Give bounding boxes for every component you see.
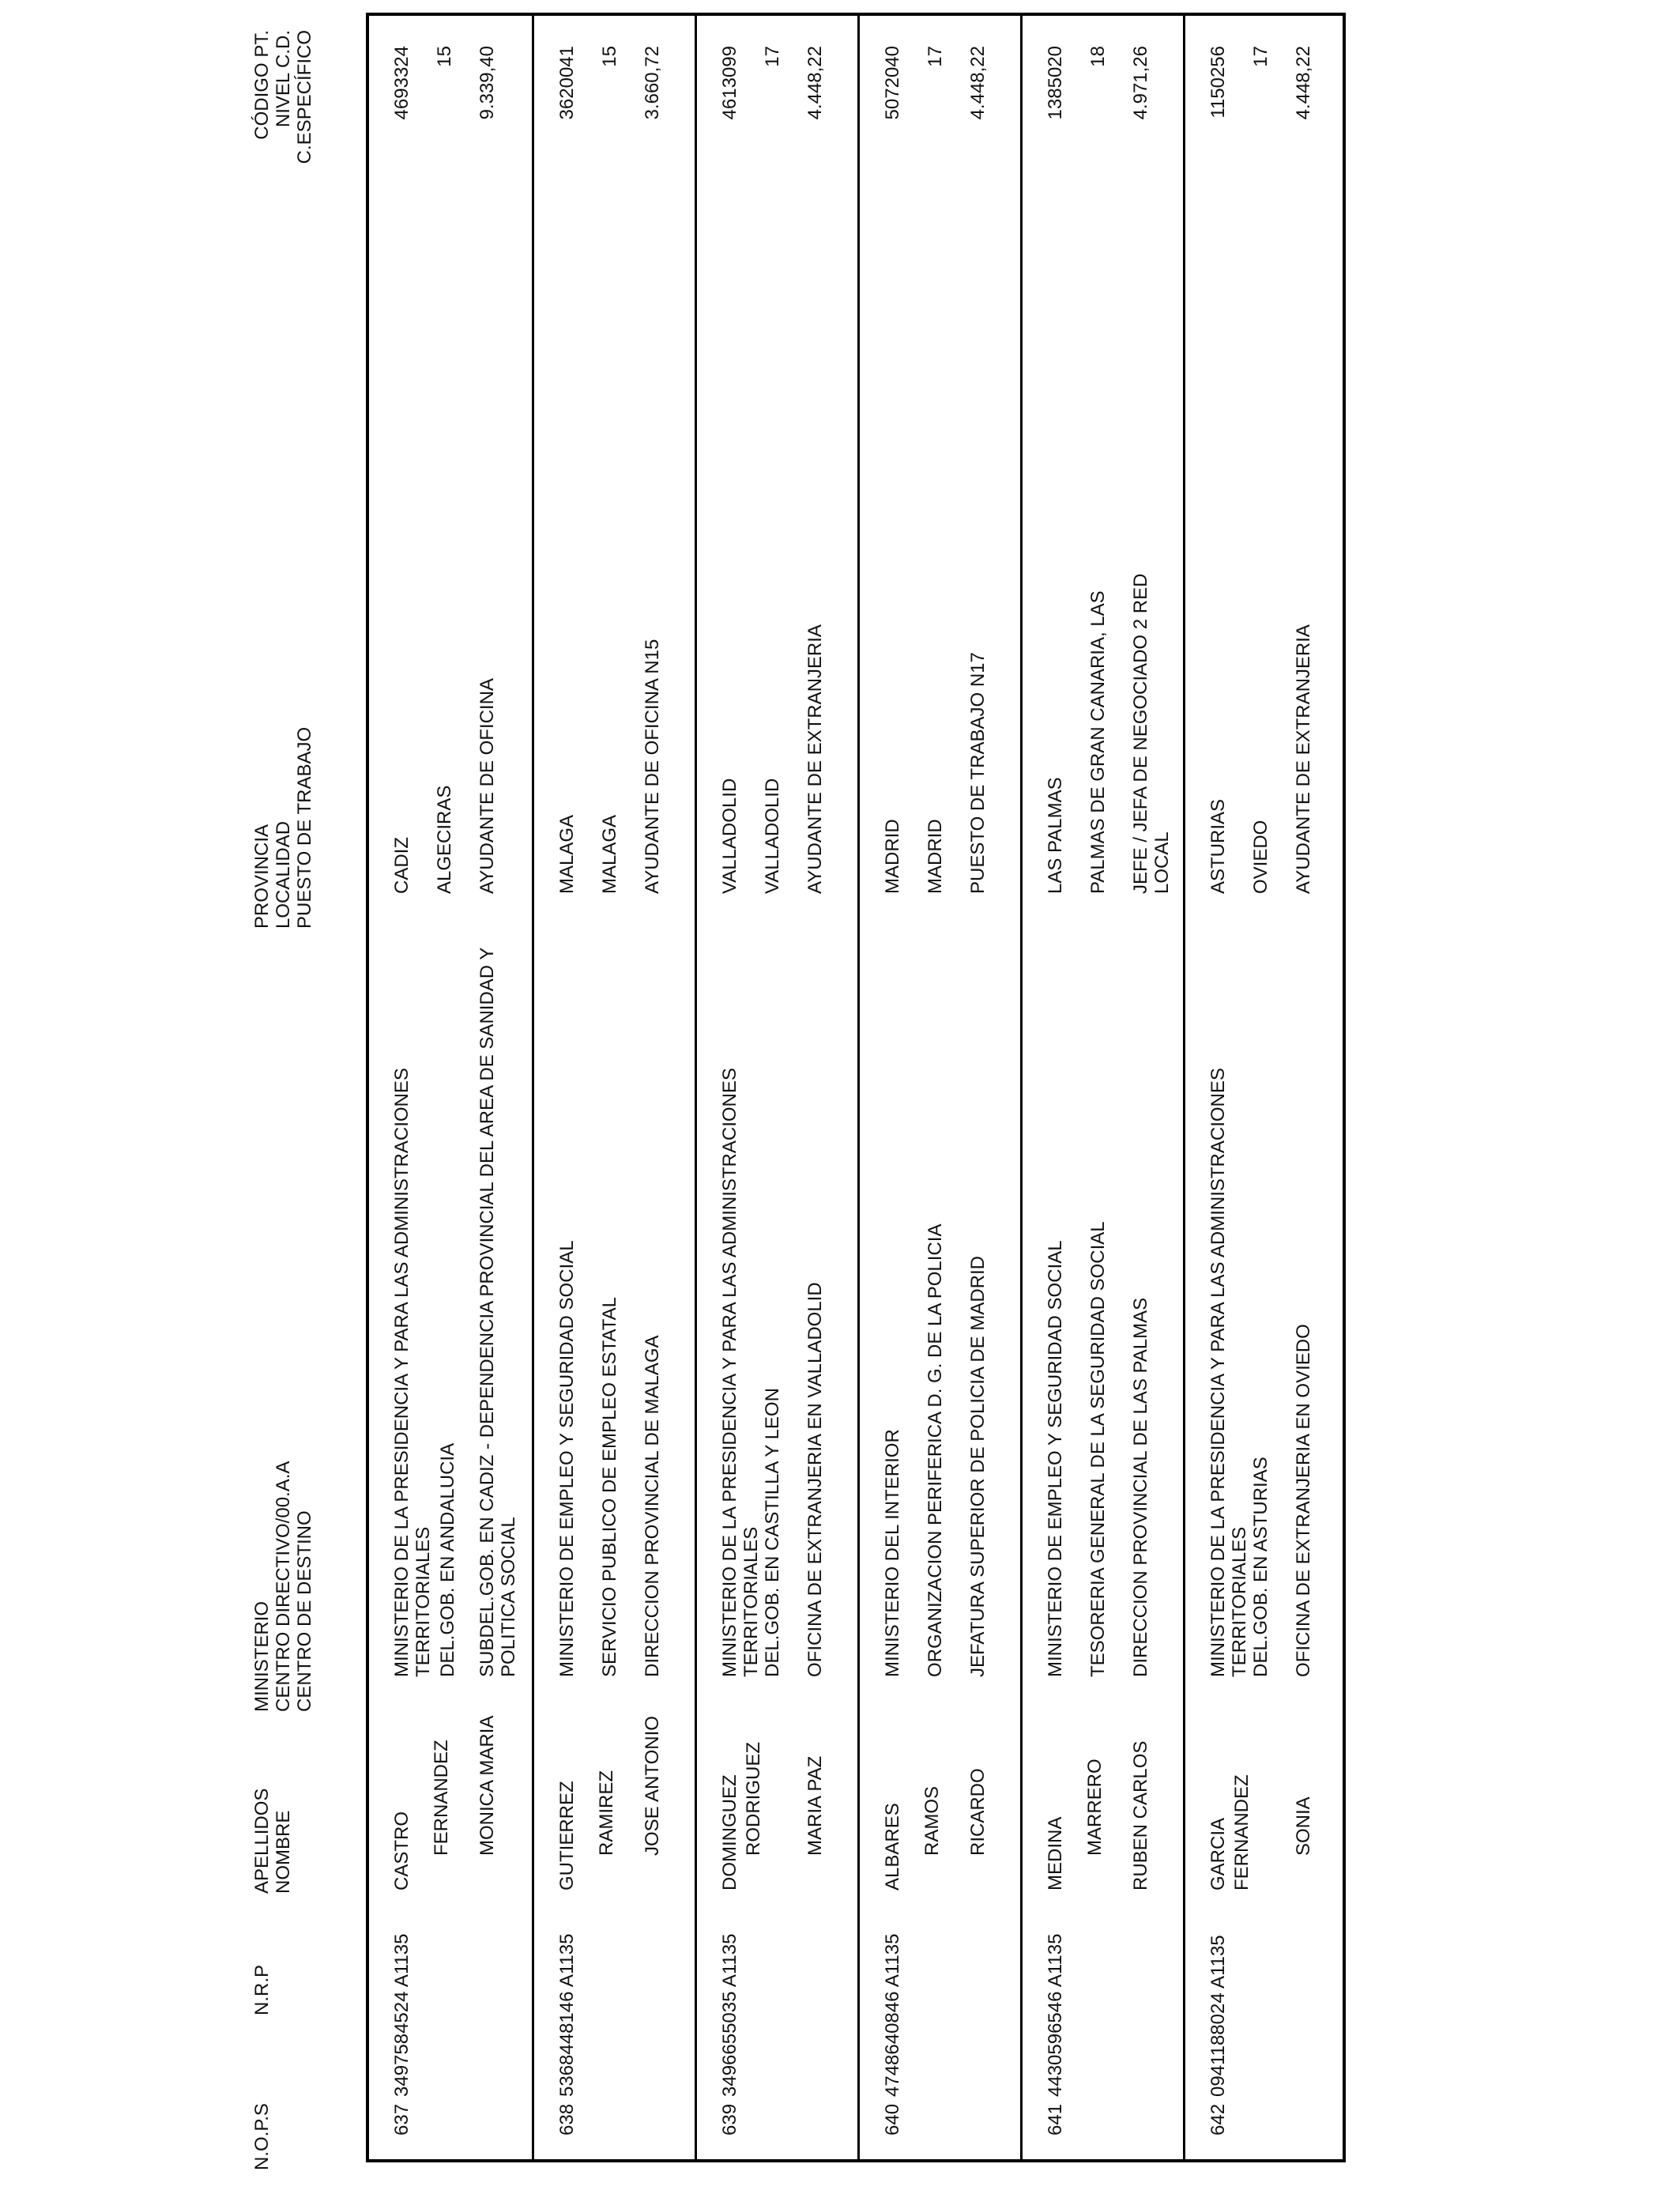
- row-codigo: 4693324: [391, 46, 412, 120]
- row-nivel: 17: [1250, 46, 1271, 67]
- row-localidad: PALMAS DE GRAN CANARIA, LAS: [1087, 590, 1109, 894]
- table-row: [857, 16, 1020, 2159]
- row-apellido1: DOMINGUEZ: [719, 1774, 740, 1891]
- row-apellido2: RODRIGUEZ: [743, 1742, 764, 1856]
- row-centro-directivo: SERVICIO PUBLICO DE EMPLEO ESTATAL: [599, 1296, 620, 1677]
- row-localidad: ALGECIRAS: [434, 785, 455, 894]
- row-provincia: ASTURIAS: [1207, 798, 1229, 894]
- row-localidad: VALLADOLID: [762, 778, 783, 894]
- row-centro-destino: OFICINA DE EXTRANJERIA EN OVIEDO: [1293, 1324, 1314, 1677]
- row-centro-directivo: TESORERIA GENERAL DE LA SEGURIDAD SOCIAL: [1087, 1221, 1109, 1677]
- header-nrp-label: N.R.P: [251, 1964, 273, 2015]
- row-ministerio: MINISTERIO DE EMPLEO Y SEGURIDAD SOCIAL: [1045, 1240, 1066, 1677]
- table-row: [1020, 16, 1183, 2159]
- row-centro-destino: DIRECCION PROVINCIAL DE LAS PALMAS: [1130, 1297, 1151, 1677]
- row-centro-directivo: DEL.GOB. EN ANDALUCIA: [437, 1442, 458, 1677]
- row-puesto: PUESTO DE TRABAJO N17: [967, 652, 989, 894]
- row-nrp: 4748640846 A1135: [882, 1933, 903, 2097]
- row-nivel: 15: [434, 46, 455, 67]
- row-puesto: AYUDANTE DE OFICINA: [477, 678, 498, 894]
- row-nombre: RUBEN CARLOS: [1130, 1740, 1151, 1891]
- header-puesto: [251, 727, 315, 929]
- row-ministerio: MINISTERIO DE LA PRESIDENCIA Y PARA LAS ADMINISTRACIONES TERRITORIALES: [1207, 1068, 1250, 1677]
- table-row: [1183, 16, 1346, 2159]
- row-ministerio: MINISTERIO DE LA PRESIDENCIA Y PARA LAS ADMINISTRACIONES TERRITORIALES: [719, 1068, 762, 1677]
- row-especifico: 4.448,22: [1293, 46, 1314, 120]
- header-codigo: [251, 30, 315, 164]
- row-codigo: 1150256: [1207, 46, 1229, 119]
- row-nombre: RICARDO: [967, 1768, 989, 1856]
- row-especifico: 3.660,72: [642, 46, 663, 120]
- row-nombre: MONICA MARIA: [477, 1715, 498, 1856]
- row-apellido1: ALBARES: [882, 1803, 903, 1891]
- row-localidad: MALAGA: [599, 814, 620, 894]
- row-centro-destino: JEFATURA SUPERIOR DE POLICIA DE MADRID: [967, 1256, 989, 1677]
- header-ministerio-label: MINISTERIO: [251, 1600, 273, 1712]
- row-codigo: 1385020: [1045, 46, 1066, 120]
- row-apellido2: FERNANDEZ: [431, 1740, 452, 1856]
- row-provincia: LAS PALMAS: [1045, 777, 1066, 894]
- row-apellido2: RAMIREZ: [596, 1770, 617, 1856]
- row-centro-destino: DIRECCION PROVINCIAL DE MALAGA: [642, 1335, 663, 1677]
- row-codigo: 4613099: [719, 46, 740, 120]
- row-puesto: AYUDANTE DE EXTRANJERIA: [1293, 624, 1314, 894]
- header-centro-destino-label: CENTRO DE DESTINO: [294, 1510, 315, 1712]
- row-centro-directivo: DEL.GOB. EN CASTILLA Y LEON: [762, 1388, 783, 1677]
- row-centro-destino: OFICINA DE EXTRANJERIA EN VALLADOLID: [804, 1282, 826, 1677]
- row-centro-destino: SUBDEL.GOB. EN CADIZ - DEPENDENCIA PROVINCIAL DEL AREA DE SANIDAD Y POLITICA SOCIAL: [477, 948, 519, 1677]
- header-nivel-label: NIVEL C.D.: [273, 30, 294, 128]
- row-nivel: 15: [599, 46, 620, 67]
- table-row: [532, 16, 695, 2159]
- row-provincia: CADIZ: [391, 837, 412, 894]
- row-apellido2: FERNANDEZ: [1231, 1774, 1252, 1891]
- row-number: 642: [1207, 2103, 1229, 2136]
- row-provincia: MALAGA: [556, 814, 578, 894]
- row-puesto: JEFE / JEFA DE NEGOCIADO 2 RED LOCAL: [1130, 573, 1173, 894]
- row-nivel: 17: [762, 46, 783, 67]
- header-organo: [251, 1461, 315, 1712]
- row-puesto: AYUDANTE DE OFICINA N15: [642, 639, 663, 894]
- row-nivel: 17: [925, 46, 946, 67]
- row-centro-directivo: DEL.GOB. EN ASTURIAS: [1250, 1457, 1271, 1677]
- header-puesto-label: PUESTO DE TRABAJO: [294, 726, 315, 929]
- row-centro-directivo: ORGANIZACION PERIFERICA D. G. DE LA POLICIA: [925, 1223, 946, 1677]
- row-apellido1: GARCIA: [1207, 1817, 1229, 1891]
- row-nivel: 18: [1087, 46, 1109, 67]
- row-apellido2: MARRERO: [1084, 1759, 1106, 1856]
- header-localidad-label: LOCALIDAD: [273, 820, 294, 929]
- row-number: 640: [882, 2103, 903, 2136]
- header-apellidos-label: APELLIDOS: [251, 1788, 273, 1894]
- header-nops: [251, 2103, 273, 2170]
- row-ministerio: MINISTERIO DE EMPLEO Y SEGURIDAD SOCIAL: [556, 1240, 578, 1677]
- row-nrp: 0941188024 A1135: [1207, 1935, 1229, 2097]
- header-name: [251, 1789, 294, 1894]
- results-table: [366, 13, 1346, 2162]
- row-nrp: 3497584524 A1135: [391, 1933, 412, 2097]
- row-especifico: 4.971,26: [1130, 46, 1151, 120]
- header-nrp: [251, 1965, 273, 2015]
- row-nombre: JOSE ANTONIO: [642, 1716, 663, 1856]
- header-provincia-label: PROVINCIA: [251, 824, 273, 929]
- row-especifico: 4.448,22: [804, 46, 826, 120]
- row-especifico: 9.339,40: [477, 46, 498, 120]
- row-apellido1: CASTRO: [391, 1811, 412, 1891]
- row-apellido2: RAMOS: [921, 1785, 943, 1856]
- row-provincia: MADRID: [882, 819, 903, 894]
- table-row: [695, 16, 857, 2159]
- row-provincia: VALLADOLID: [719, 778, 740, 894]
- row-ministerio: MINISTERIO DE LA PRESIDENCIA Y PARA LAS ADMINISTRACIONES TERRITORIALES: [391, 1068, 434, 1677]
- row-especifico: 4.448,22: [967, 46, 989, 120]
- row-number: 641: [1045, 2103, 1066, 2136]
- row-puesto: AYUDANTE DE EXTRANJERIA: [804, 624, 826, 894]
- table-row: [369, 16, 532, 2159]
- row-number: 639: [719, 2103, 740, 2136]
- row-apellido1: MEDINA: [1045, 1816, 1066, 1891]
- row-nombre: SONIA: [1293, 1796, 1314, 1856]
- row-codigo: 5072040: [882, 46, 903, 120]
- row-number: 637: [391, 2103, 412, 2136]
- row-localidad: OVIEDO: [1250, 820, 1271, 894]
- row-localidad: MADRID: [925, 819, 946, 894]
- row-ministerio: MINISTERIO DEL INTERIOR: [882, 1429, 903, 1677]
- header-centro-directivo-label: CENTRO DIRECTIVO/00.A.A: [273, 1461, 294, 1712]
- header-nops-label: N.O.P.S: [251, 2103, 273, 2170]
- header-codigo-label: CÓDIGO PT.: [251, 30, 273, 140]
- row-nrp: 3496655035 A1135: [719, 1933, 740, 2097]
- row-nombre: MARIA PAZ: [804, 1755, 826, 1856]
- header-especifico-label: C.ESPECÍFICO: [294, 30, 315, 164]
- row-nrp: 4430596546 A1135: [1045, 1933, 1066, 2097]
- row-number: 638: [556, 2103, 578, 2136]
- row-codigo: 3620041: [556, 46, 578, 120]
- row-apellido1: GUTIERREZ: [556, 1781, 578, 1891]
- header-nombre-label: NOMBRE: [273, 1810, 294, 1894]
- row-nrp: 5368448146 A1135: [556, 1933, 578, 2097]
